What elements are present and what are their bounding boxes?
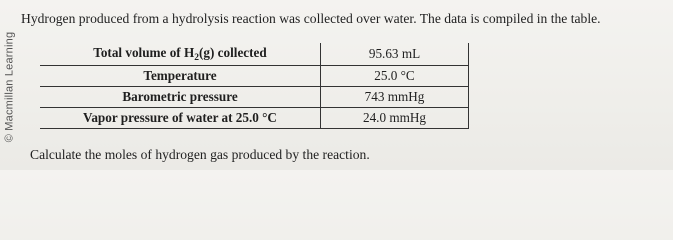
watermark-text: © Macmillan Learning (3, 31, 16, 143)
question-text: Calculate the moles of hydrogen gas produced by the reaction. (30, 147, 370, 162)
row-label-volume (40, 43, 321, 66)
copyright-watermark (2, 21, 16, 153)
row-value-volume: 95.63 mL (321, 43, 469, 66)
table-row (40, 43, 469, 66)
row-value-barometric-pressure: 743 mmHg (321, 87, 469, 108)
table-row (40, 87, 469, 108)
table-row (40, 108, 469, 129)
problem-intro-text: Hydrogen produced from a hydrolysis reaction was collected over water. The data is compiled in the table. (21, 11, 601, 26)
row-value-vapor-pressure: 24.0 mmHg (321, 108, 469, 129)
volume-label-subscript: 2 (194, 53, 199, 63)
volume-label-suffix: (g) collected (199, 45, 267, 60)
row-label-barometric-pressure: Barometric pressure (40, 87, 321, 108)
row-value-temperature: 25.0 °C (321, 66, 469, 87)
volume-label-prefix: Total volume of H (93, 45, 195, 60)
row-label-vapor-pressure: Vapor pressure of water at 25.0 °C (40, 108, 321, 129)
row-label-temperature: Temperature (40, 66, 321, 87)
table-row (40, 66, 469, 87)
data-table (40, 43, 469, 129)
